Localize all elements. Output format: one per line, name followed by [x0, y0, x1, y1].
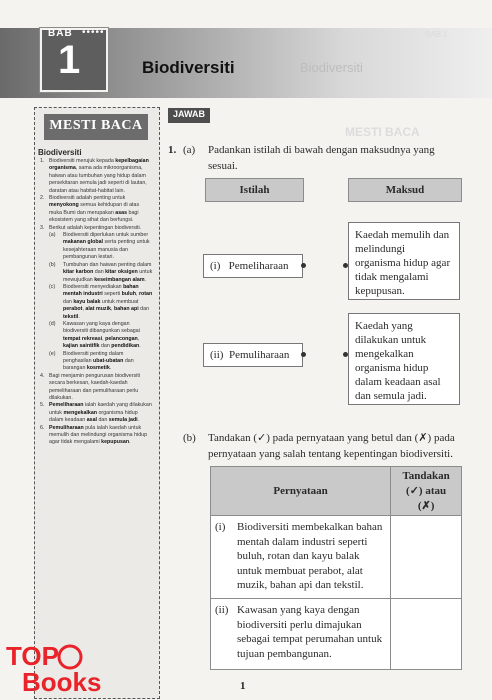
meaning-line: organisma hidup [355, 362, 429, 374]
part-a-text-line1: Padankan istilah di bawah dengan maksudnya yang [208, 144, 435, 156]
statement-line: untuk membuat perabot, alat [237, 564, 363, 577]
mesti-baca-notes: 1. Biodiversiti merujuk kepada kepelbagaian organisma, sama ada mikroorganisma, haiwan atau tumbuhan yang hidup dalam persekitaran semula jadi seperti di lautan, daratan atau habitat-habitat lain. 2. Biodiversiti adalah penting untuk menyokong semua kehidupan di atas muka Bumi dan merupakan asas bagi ekosistem yang sihat dan berfungsi. 3. Berikut adalah kepentingan biodiversiti. (a) Biodiversiti diperlukan untuk sumber makanan global serta penting untuk kesejahteraan manusia dan pembangunan lestari. (b) Tumbuhan dan haiwan penting dalam kitar karbon dan kitar oksigen untuk mewujudkan keseimbangan alam. (c) Biodiversiti menyediakan bahan mentah industri seperti buluh, rotan dan kayu balak untuk membuat perabot, alat muzik, bahan api dan tekstil. (d) Kawasan yang kaya dengan biodiversiti dibangunkan sebagai tempat rekreasi, pelancongan, kajian saintifik dan pendidikan. (e) Biodiversiti penting dalam penghasilan ubat-ubatan dan barangan kosmetik. 4. Bagi menjamin pengurusan biodiversiti secara berkesan, kaedah-kaedah pemeliharaan dan pemuliharaan perlu dilakukan. 5. Pemeliharaan ialah kaedah yang dilakukan untuk mengekalkan organisma hidup dalam keadaan asal dan semula jadi. 6. Pemuliharaan pula ialah kaedah untuk memulih dan melindungi organisma hidup agar tidak mengalami kepupusan. [40, 158, 153, 446]
term-number: (i) [210, 260, 221, 272]
table-row [211, 599, 462, 670]
chapter-title: Biodiversiti [142, 58, 235, 77]
istilah-header: Istilah [205, 178, 304, 202]
statement-line: tujuan pembangunan. [237, 647, 332, 660]
term-box-1[interactable] [203, 254, 303, 278]
logo-ring [59, 646, 81, 668]
term-2-connector-dot[interactable] [301, 352, 306, 357]
part-a-text-line2: sesuai. [208, 160, 238, 172]
part-b-label: (b) [183, 432, 196, 444]
statement-number: (ii) [215, 604, 229, 616]
meaning-line: melindungi [355, 243, 406, 255]
part-a-label: (a) [183, 144, 196, 156]
term-text: Pemeliharaan [228, 260, 289, 272]
part-b-text-line2: pernyataan yang salah tentang kepentingan biodiversiti. [208, 448, 453, 460]
jawab-label: JAWAB [172, 109, 205, 119]
chapter-dots: ••••• [82, 27, 105, 38]
statement-cell [211, 516, 391, 599]
meaning-line: mengekalkan [355, 348, 414, 360]
term-text: Pemuliharaan [228, 349, 290, 361]
statement-line: Kawasan yang kaya dengan [237, 604, 360, 616]
term-1-connector-dot[interactable] [301, 263, 306, 268]
topbooks-logo [0, 635, 200, 695]
page-number: 1 [240, 680, 246, 692]
mesti-baca-subtitle: Biodiversiti [38, 148, 82, 157]
logo-top-text: TOP [6, 641, 59, 671]
question-number: 1. [168, 144, 177, 156]
statement-table [210, 466, 462, 670]
meaning-line: dan semula jadi. [355, 390, 427, 402]
mark-header-line: (✗) [417, 499, 435, 512]
mark-header-line: Tandakan [402, 469, 450, 482]
meaning-line: Kaedah yang [355, 320, 413, 332]
mark-answer-cell[interactable] [391, 516, 462, 599]
mark-column-header [391, 467, 462, 516]
mark-header-line: (✓) atau [406, 484, 447, 497]
statement-line: buluh, rotan dan kayu balak [237, 550, 360, 562]
meaning-box-2[interactable] [348, 313, 460, 405]
term-box-2[interactable] [203, 343, 303, 367]
meaning-line: kepupusan. [355, 285, 405, 297]
statement-line: mentah dalam industri seperti [237, 535, 368, 548]
maksud-header: Maksud [348, 178, 462, 202]
meaning-line: organisma hidup agar [355, 257, 451, 269]
statement-line: muzik, bahan api dan tekstil. [237, 579, 364, 591]
header-ghost-title: Biodiversiti [300, 60, 363, 75]
chapter-label: BAB [48, 28, 73, 39]
meaning-line: Kaedah memulih dan [355, 229, 450, 241]
meaning-line: tidak mengalami [355, 271, 429, 283]
statement-line: biodiversiti perlu dimajukan [237, 618, 362, 631]
statement-line: Biodiversiti membekalkan bahan [237, 521, 383, 533]
meaning-box-1[interactable] [348, 222, 460, 300]
statement-number: (i) [215, 521, 226, 533]
ghost-text-left: MESTI BACA [345, 125, 420, 139]
table-row [211, 516, 462, 599]
statement-column-header: Pernyataan [211, 467, 391, 516]
ghost-text-right: BAB 1 [425, 30, 448, 39]
statement-cell [211, 599, 391, 670]
meaning-line: dalam keadaan asal [355, 376, 441, 388]
chapter-number: 1 [58, 38, 81, 82]
mark-answer-cell[interactable] [391, 599, 462, 670]
logo-books-text: Books [22, 667, 102, 695]
statement-line: sebagai tempat perumahan untuk [237, 633, 383, 645]
meaning-line: dilakukan untuk [355, 334, 427, 346]
part-b-text-line1: Tandakan (✓) pada pernyataan yang betul dan (✗) pada [208, 432, 455, 444]
mesti-baca-title: MESTI BACA [49, 118, 143, 133]
term-number: (ii) [210, 349, 224, 361]
table-header-row [211, 467, 462, 516]
